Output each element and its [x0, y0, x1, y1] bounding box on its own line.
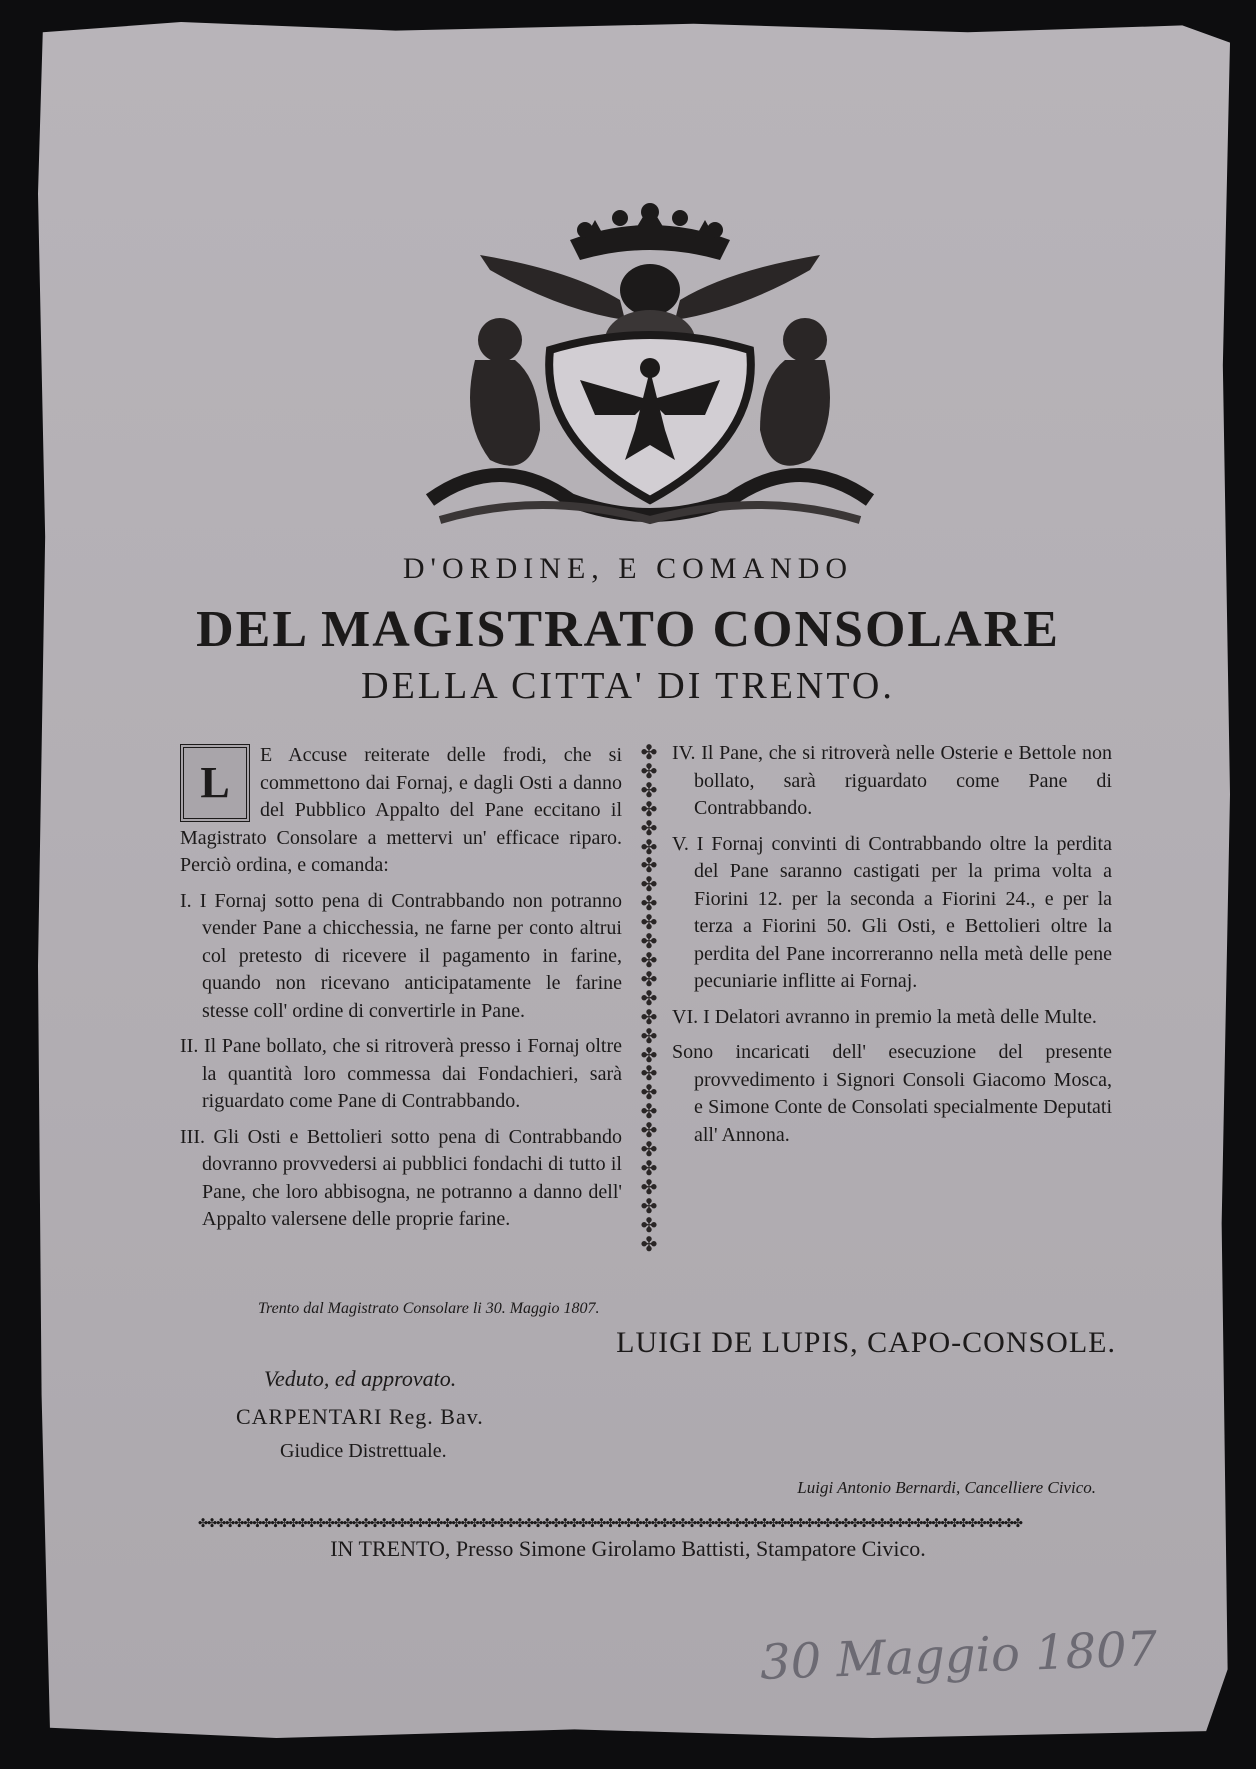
- article-2: II. Il Pane bollato, che si ritroverà presso i Fornaj oltre la quantità loro commessa dai Fondachieri, sarà riguardato come Pane di Contrabbando.: [180, 1035, 622, 1112]
- execution-paragraph: Sono incaricati dell' esecuzione del presente provvedimento i Signori Consoli Giacomo Mosca, e Simone Conte de Consolati specialmente Deputati all' Annona.: [672, 1041, 1112, 1146]
- text-column-left: [180, 742, 622, 1242]
- article-6: VI. I Delatori avranno in premio la metà delle Multe.: [672, 1005, 1097, 1028]
- intro-paragraph: E Accuse reiterate delle frodi, che si commettono dai Fornaj, e dagli Osti a danno del Pubblico Appalto del Pane eccitano il Magistrato Consolare a mettervi un' efficace riparo. Perciò ordina, e comanda:: [180, 744, 622, 876]
- printer-imprint: IN TRENTO, Presso Simone Girolamo Battisti, Stampatore Civico.: [330, 1536, 926, 1561]
- approval-line: Veduto, ed approvato.: [264, 1366, 457, 1391]
- heading-order-line: D'ORDINE, E COMANDO: [402, 552, 854, 585]
- issue-date: Trento dal Magistrato Consolare li 30. Maggio 1807.: [258, 1300, 600, 1317]
- article-1: I. I Fornaj sotto pena di Contrabbando non potranno vender Pane a chicchessia, ne farne per conto altrui col pretesto di ricevere il pagamento in farine, quando non ricevano anticipatamente le farine stesse coll' ordine di convertirle in Pane.: [180, 889, 622, 1022]
- handwritten-date-note: 30 Maggio 1807: [759, 1621, 1159, 1691]
- chancellor-signature: Luigi Antonio Bernardi, Cancelliere Civico.: [797, 1478, 1096, 1497]
- ornamental-rule: ✤✤✤✤✤✤✤✤✤✤✤✤✤✤✤✤✤✤✤✤✤✤✤✤✤✤✤✤✤✤✤✤✤✤✤✤✤✤✤✤✤✤✤✤✤✤✤✤✤✤✤✤✤✤✤✤✤✤✤✤✤✤✤✤✤✤✤✤✤✤✤✤✤✤✤✤✤✤✤✤✤✤✤✤✤✤✤✤✤✤✤: [198, 1518, 1022, 1528]
- heading-magistrate: DEL MAGISTRATO CONSOLARE: [196, 601, 1060, 658]
- article-3: III. Gli Osti e Bettolieri sotto pena di Contrabbando dovranno provvedersi ai pubblici fondachi di tutto il Pane, che loro abbisogna, ne potranno a danno dell' Appalto valersene delle proprie farine.: [180, 1125, 622, 1230]
- heading-city: DELLA CITTA' DI TRENTO.: [361, 665, 895, 707]
- capo-console-signature: LUIGI DE LUPIS, CAPO-CONSOLE.: [616, 1326, 1116, 1359]
- article-5: V. I Fornaj convinti di Contrabbando oltre la perdita del Pane saranno castigati per la prima volta a Fiorini 12. per la seconda a Fiorini 24., e per la terza a Fiorini 50. Gli Osti, e Bettolieri oltre la perdita del Pane incorreranno nella metà delle pene pecuniarie inflitte ai Fornaj.: [672, 832, 1112, 992]
- text-column-right: [672, 740, 1112, 1157]
- dropcap-letter: L: [180, 744, 250, 822]
- judge-title: Giudice Distrettuale.: [280, 1440, 447, 1462]
- ornament-glyph: ✤: [640, 742, 658, 764]
- judge-name: CARPENTARI Reg. Bav.: [236, 1404, 484, 1429]
- article-4: IV. Il Pane, che si ritroverà nelle Osterie e Bettole non bollato, sarà riguardato come Pane di Contrabbando.: [672, 742, 1112, 819]
- coat-of-arms-eagle-crest-icon: [420, 200, 880, 530]
- ornament-column-divider: ✤✤✤✤✤✤✤✤✤✤✤✤✤✤✤✤✤✤✤✤✤✤✤✤✤✤✤: [640, 742, 658, 1256]
